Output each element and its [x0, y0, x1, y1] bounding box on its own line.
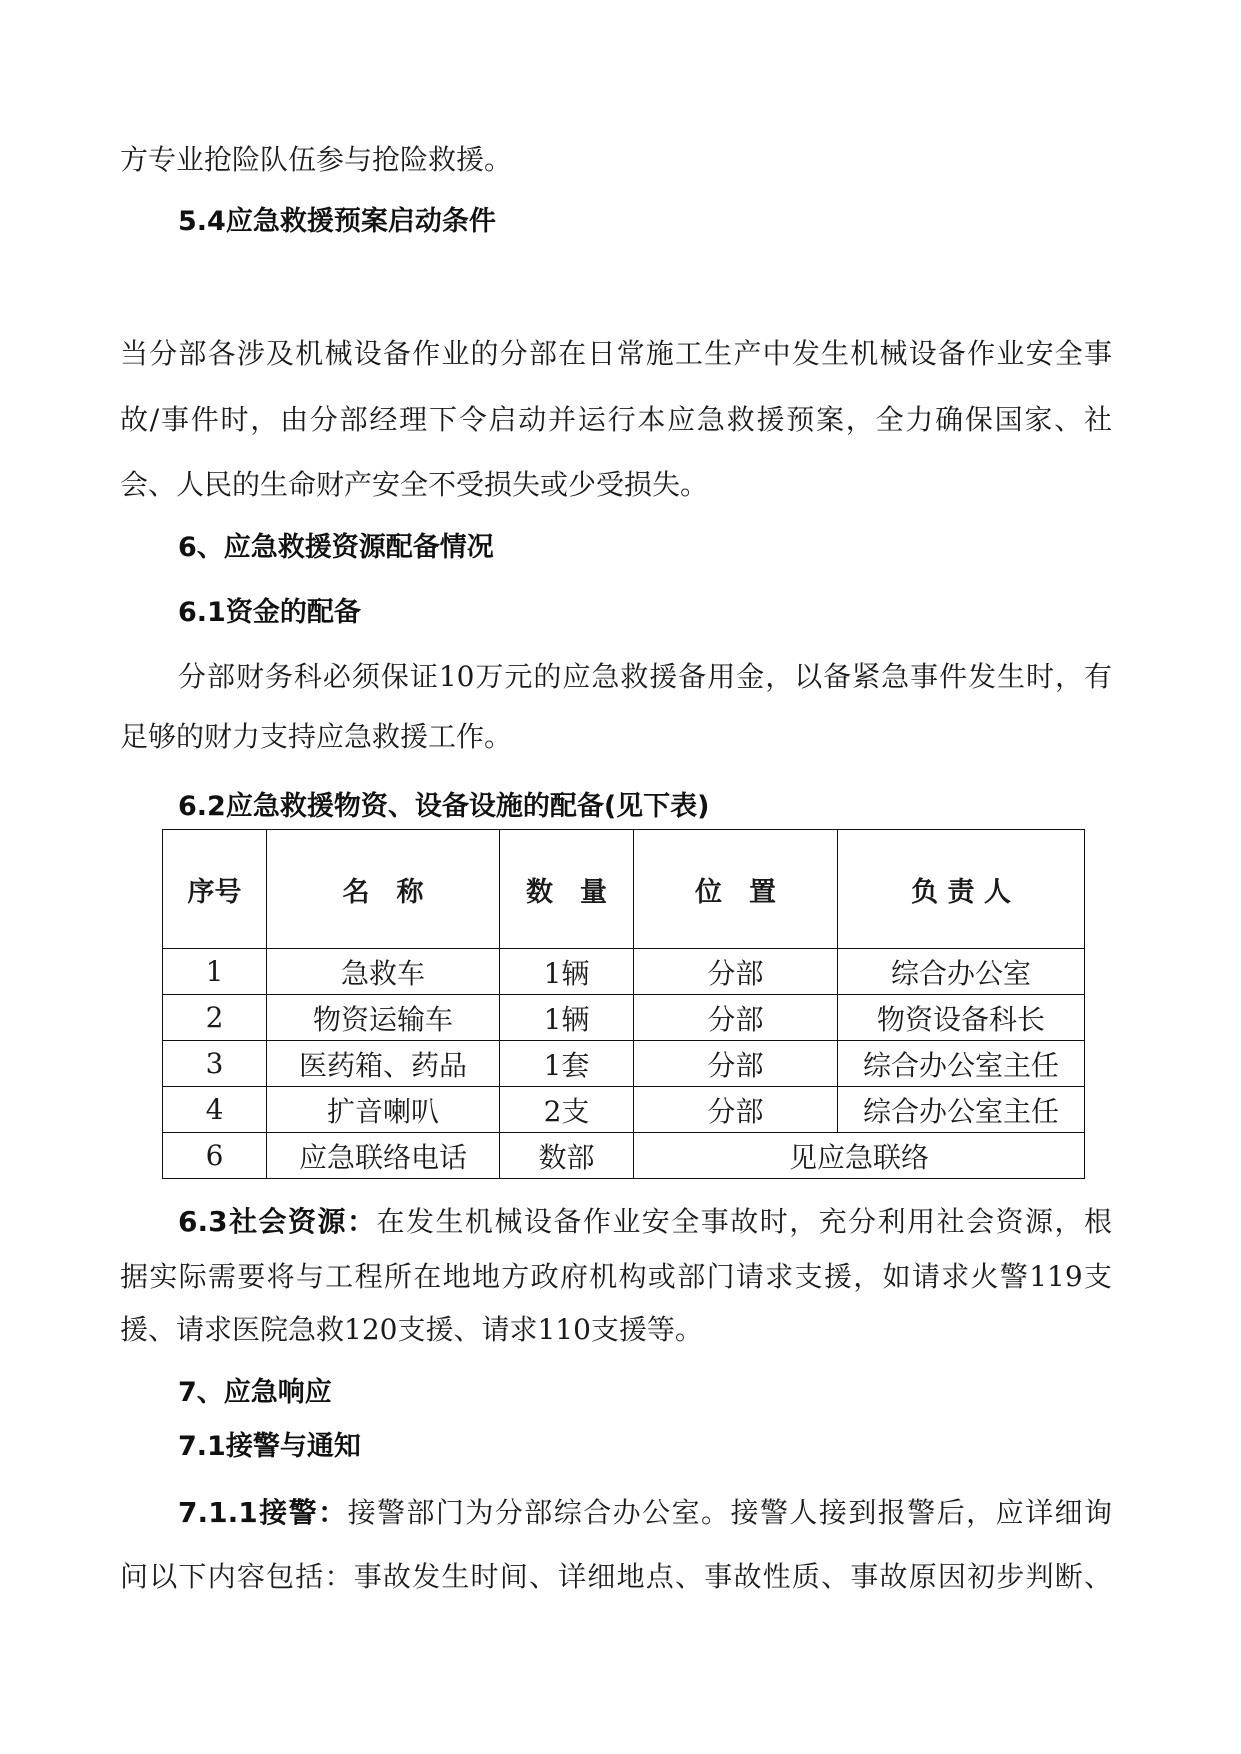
paragraph-line: 会、人民的生命财产安全不受损失或少受损失。	[120, 468, 709, 501]
column-header-no: 序号	[163, 830, 267, 949]
cell-location: 分部	[634, 1087, 838, 1133]
section-label-6-3: 6.3社会资源：	[178, 1205, 377, 1238]
table-row	[163, 995, 1085, 1041]
table-row	[163, 1087, 1085, 1133]
paragraph-line: 当分部各涉及机械设备作业的分部在日常施工生产中发生机械设备作业安全事	[120, 337, 1112, 370]
paragraph-line	[178, 1202, 1112, 1242]
cell-owner: 综合办公室主任	[838, 1087, 1085, 1133]
paragraph-line: 足够的财力支持应急救援工作。	[120, 720, 513, 753]
cell-name: 扩音喇叭	[267, 1087, 500, 1133]
cell-qty: 1辆	[500, 995, 634, 1041]
column-header-owner: 负 责 人	[838, 830, 1085, 949]
cell-no: 4	[163, 1087, 267, 1133]
paragraph-line: 故/事件时，由分部经理下令启动并运行本应急救援预案，全力确保国家、社	[120, 403, 1112, 436]
cell-location-owner-merged: 见应急联络	[634, 1133, 1085, 1179]
cell-owner: 综合办公室	[838, 949, 1085, 995]
cell-name: 急救车	[267, 949, 500, 995]
cell-name: 应急联络电话	[267, 1133, 500, 1179]
cell-qty: 数部	[500, 1133, 634, 1179]
paragraph-text: 接警部门为分部综合办公室。接警人接到报警后，应详细询	[347, 1496, 1112, 1529]
resource-table	[162, 829, 1085, 1179]
heading-7: 7、应急响应	[178, 1377, 332, 1408]
section-label-7-1-1: 7.1.1接警：	[178, 1496, 348, 1529]
heading-5-4: 5.4应急救援预案启动条件	[178, 206, 496, 237]
column-header-location: 位 置	[634, 830, 838, 949]
cell-no: 3	[163, 1041, 267, 1087]
table-row	[163, 1133, 1085, 1179]
heading-7-1: 7.1接警与通知	[178, 1431, 361, 1462]
table-row	[163, 1041, 1085, 1087]
paragraph-line: 援、请求医院急救120支援、请求110支援等。	[120, 1313, 703, 1346]
paragraph-line: 分部财务科必须保证10万元的应急救援备用金，以备紧急事件发生时，有	[178, 660, 1112, 693]
cell-qty: 1套	[500, 1041, 634, 1087]
table-row	[163, 949, 1085, 995]
heading-6-2: 6.2应急救援物资、设备设施的配备(见下表)	[178, 791, 710, 822]
cell-owner: 综合办公室主任	[838, 1041, 1085, 1087]
cell-no: 6	[163, 1133, 267, 1179]
cell-qty: 1辆	[500, 949, 634, 995]
paragraph-line: 方专业抢险队伍参与抢险救援。	[120, 143, 513, 176]
paragraph-line	[178, 1493, 1112, 1533]
cell-name: 物资运输车	[267, 995, 500, 1041]
column-header-name: 名 称	[267, 830, 500, 949]
paragraph-line: 据实际需要将与工程所在地地方政府机构或部门请求支援，如请求火警119支	[120, 1260, 1112, 1293]
column-header-qty: 数 量	[500, 830, 634, 949]
cell-location: 分部	[634, 995, 838, 1041]
cell-qty: 2支	[500, 1087, 634, 1133]
cell-no: 1	[163, 949, 267, 995]
heading-6-1: 6.1资金的配备	[178, 597, 361, 628]
cell-owner: 物资设备科长	[838, 995, 1085, 1041]
heading-6: 6、应急救援资源配备情况	[178, 532, 494, 563]
cell-no: 2	[163, 995, 267, 1041]
table-header-row	[163, 830, 1085, 949]
paragraph-line: 问以下内容包括：事故发生时间、详细地点、事故性质、事故原因初步判断、	[120, 1560, 1112, 1593]
cell-name: 医药箱、药品	[267, 1041, 500, 1087]
cell-location: 分部	[634, 949, 838, 995]
paragraph-text: 在发生机械设备作业安全事故时，充分利用社会资源，根	[376, 1205, 1112, 1238]
cell-location: 分部	[634, 1041, 838, 1087]
